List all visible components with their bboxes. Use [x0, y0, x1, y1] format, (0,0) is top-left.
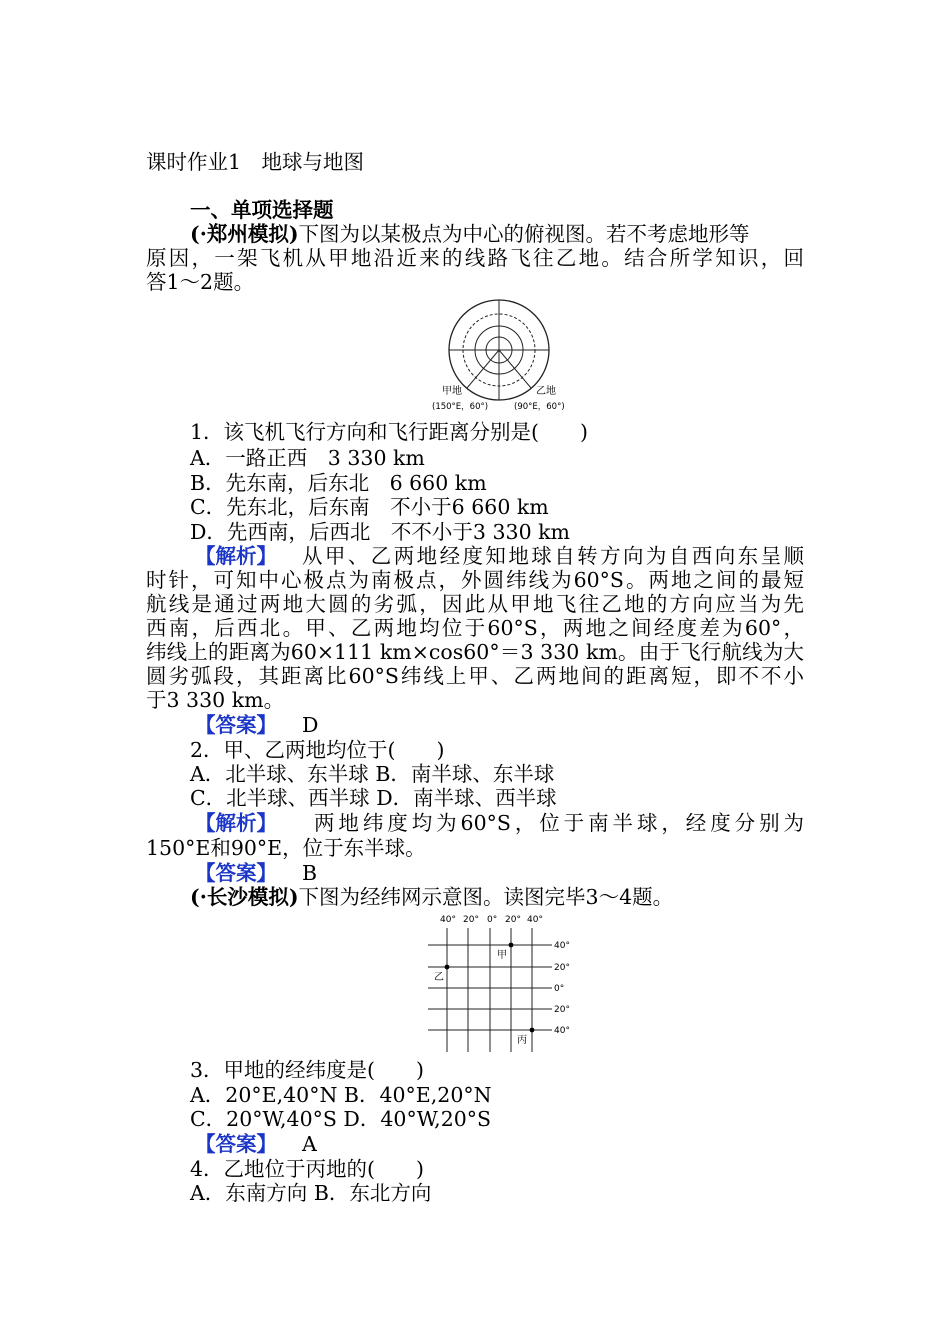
- q1-analysis-line7: 于3 330 km。: [146, 688, 285, 712]
- q2-stem: 2．甲、乙两地均位于( ): [190, 738, 445, 762]
- q1-option-c: C．先东北，后东南 不小于6 660 km: [190, 495, 549, 519]
- jia-label: 甲地: [442, 386, 462, 397]
- q2-analysis-line2: 150°E和90°E，位于东半球。: [146, 836, 426, 860]
- jia-coord: (150°E，60°): [432, 402, 489, 412]
- q2-options-ab: A．北半球、东半球 B．南半球、东半球: [190, 762, 555, 786]
- meridian-to-jia: [467, 350, 499, 388]
- q3-answer-tag: 【答案】: [195, 1132, 277, 1156]
- yi-label: 乙地: [536, 386, 556, 397]
- q1-analysis-line6: 圆劣弧段，其距离比60°S纬线上甲、乙两地间的距离短，即不不小: [146, 664, 804, 688]
- q3-answer: A: [302, 1132, 317, 1156]
- polar-figure: [432, 298, 570, 416]
- right-label-1: 40°: [554, 941, 570, 951]
- intro1-line2: 原因，一架飞机从甲地沿近来的线路飞往乙地。结合所学知识，回: [146, 246, 804, 270]
- point-bing: [530, 1028, 535, 1033]
- q1-option-a: A．一路正西 3 330 km: [190, 446, 425, 470]
- point-bing-label: 丙: [517, 1035, 527, 1046]
- q1-answer: D: [302, 713, 319, 737]
- intro1-line1: [190, 222, 750, 246]
- doc-title: 课时作业1 地球与地图: [146, 150, 365, 174]
- q3-options-ab: A．20°E,40°N B．40°E,20°N: [190, 1083, 492, 1107]
- q1-stem: 1．该飞机飞行方向和飞行距离分别是( ): [190, 420, 589, 444]
- q3-stem: 3．甲地的经纬度是( ): [190, 1058, 425, 1082]
- q2-answer: B: [302, 861, 318, 885]
- right-label-5: 40°: [554, 1026, 570, 1036]
- q1-option-b: B．先东南，后东北 6 660 km: [190, 471, 487, 495]
- q2-analysis-tag: 【解析】: [195, 811, 277, 835]
- q1-option-d: D．先西南，后西北 不不小于3 330 km: [190, 520, 570, 544]
- q2-answer-tag: 【答案】: [195, 861, 277, 885]
- q1-answer-tag: 【答案】: [195, 713, 277, 737]
- right-label-4: 20°: [554, 1005, 570, 1015]
- intro2-text: 下图为经纬网示意图。读图完毕3～4题。: [298, 885, 674, 909]
- point-jia: [509, 943, 514, 948]
- section-header: 一、单项选择题: [190, 198, 334, 222]
- top-label-5: 40°: [527, 915, 543, 925]
- q1-analysis-line1: 从甲、乙两地经度知地球自转方向为自西向东呈顺: [302, 544, 804, 568]
- intro1-line3: 答1～2题。: [146, 270, 255, 294]
- right-label-2: 20°: [554, 963, 570, 973]
- q4-stem: 4．乙地位于丙地的( ): [190, 1157, 425, 1181]
- q1-analysis-line2: 时针，可知中心极点为南极点，外圆纬线为60°S。两地之间的最短: [146, 568, 804, 592]
- meridian-to-yi: [499, 350, 531, 388]
- intro2-source: (·长沙模拟): [190, 885, 299, 909]
- intro1-source: (·郑州模拟): [190, 222, 299, 246]
- point-jia-label: 甲: [497, 950, 507, 961]
- q2-options-cd: C．北半球、西半球 D．南半球、西半球: [190, 786, 557, 810]
- right-label-3: 0°: [554, 984, 565, 994]
- q1-analysis-tag: 【解析】: [195, 544, 277, 568]
- q3-options-cd: C．20°W,40°S D．40°W,20°S: [190, 1107, 492, 1131]
- point-yi: [445, 965, 450, 970]
- yi-coord: (90°E，60°): [514, 402, 565, 412]
- point-yi-label: 乙: [434, 972, 444, 983]
- q2-analysis-line1: 两地纬度均为60°S，位于南半球，经度分别为: [314, 811, 804, 835]
- q1-analysis-line3: 航线是通过两地大圆的劣弧，因此从甲地飞往乙地的方向应当为先: [146, 592, 804, 616]
- top-label-3: 0°: [487, 915, 498, 925]
- intro1-text: 下图为以某极点为中心的俯视图。若不考虑地形等: [298, 222, 750, 246]
- intro2-line: [190, 885, 673, 909]
- q1-analysis-line4: 西南，后西北。甲、乙两地均位于60°S，两地之间经度差为60°，: [146, 616, 804, 640]
- top-label-1: 40°: [440, 915, 456, 925]
- q4-options-ab: A．东南方向 B．东北方向: [190, 1181, 432, 1205]
- top-label-4: 20°: [505, 915, 521, 925]
- q1-analysis-line5: 纬线上的距离为60×111 km×cos60°＝3 330 km。由于飞行航线为大: [146, 640, 804, 664]
- grid-figure: [420, 910, 580, 1054]
- top-label-2: 20°: [463, 915, 479, 925]
